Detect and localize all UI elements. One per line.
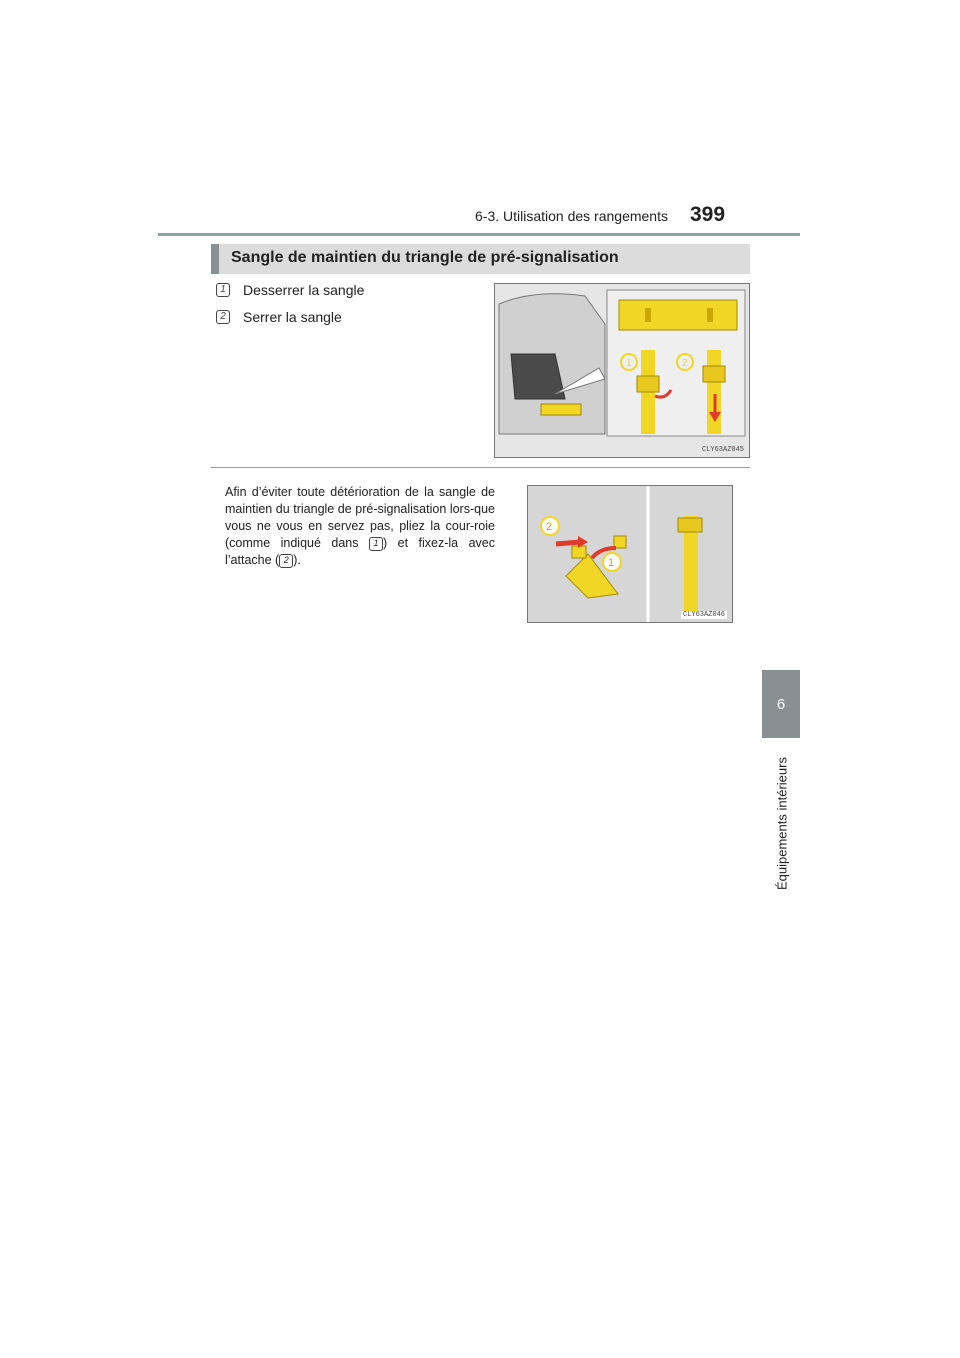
figure-code: CLY63AZ045 <box>701 446 744 454</box>
chapter-tab <box>762 670 800 738</box>
step-1-text: Desserrer la sangle <box>243 282 365 298</box>
trunk-strap-drawing <box>495 284 749 457</box>
running-header: 6-3. Utilisation des rangements <box>475 208 668 224</box>
note-text-1: Afin d’éviter toute détérioration de la sangle de maintien du triangle de pré-signalisation lors-que vous ne vous en servez pas, pliez la cour-roie (comme indiqué dans <box>225 485 495 550</box>
ref-badge-2: 2 <box>279 554 293 568</box>
step-2-badge: 2 <box>216 310 230 324</box>
step-1-badge: 1 <box>216 283 230 297</box>
section-title: Sangle de maintien du triangle de pré-signalisation <box>231 249 619 266</box>
strap-fold-illustration <box>527 485 733 623</box>
fig2-callout-2-label: 2 <box>546 521 553 533</box>
ref-badge-1: 1 <box>369 537 383 551</box>
storage-note <box>225 484 495 569</box>
callout-2-label: 2 <box>682 358 688 369</box>
callout-1-label: 1 <box>626 358 632 369</box>
strap-fold-drawing <box>528 486 732 622</box>
fig2-callout-1-label: 1 <box>608 557 615 569</box>
chapter-title: Équipements intérieurs <box>774 757 790 890</box>
chapter-number: 6 <box>776 695 786 713</box>
note-text-2: ) et fixez-la avec l’attache ( <box>225 536 495 567</box>
section-heading-bar <box>211 244 750 274</box>
step-2-text: Serrer la sangle <box>243 309 342 325</box>
note-text-3: ). <box>293 553 301 567</box>
section-divider <box>211 467 750 468</box>
page-number: 399 <box>690 203 726 226</box>
header-divider <box>158 233 800 236</box>
strap-illustration <box>494 283 750 458</box>
figure-code-2: CLY63AZ046 <box>682 611 725 619</box>
